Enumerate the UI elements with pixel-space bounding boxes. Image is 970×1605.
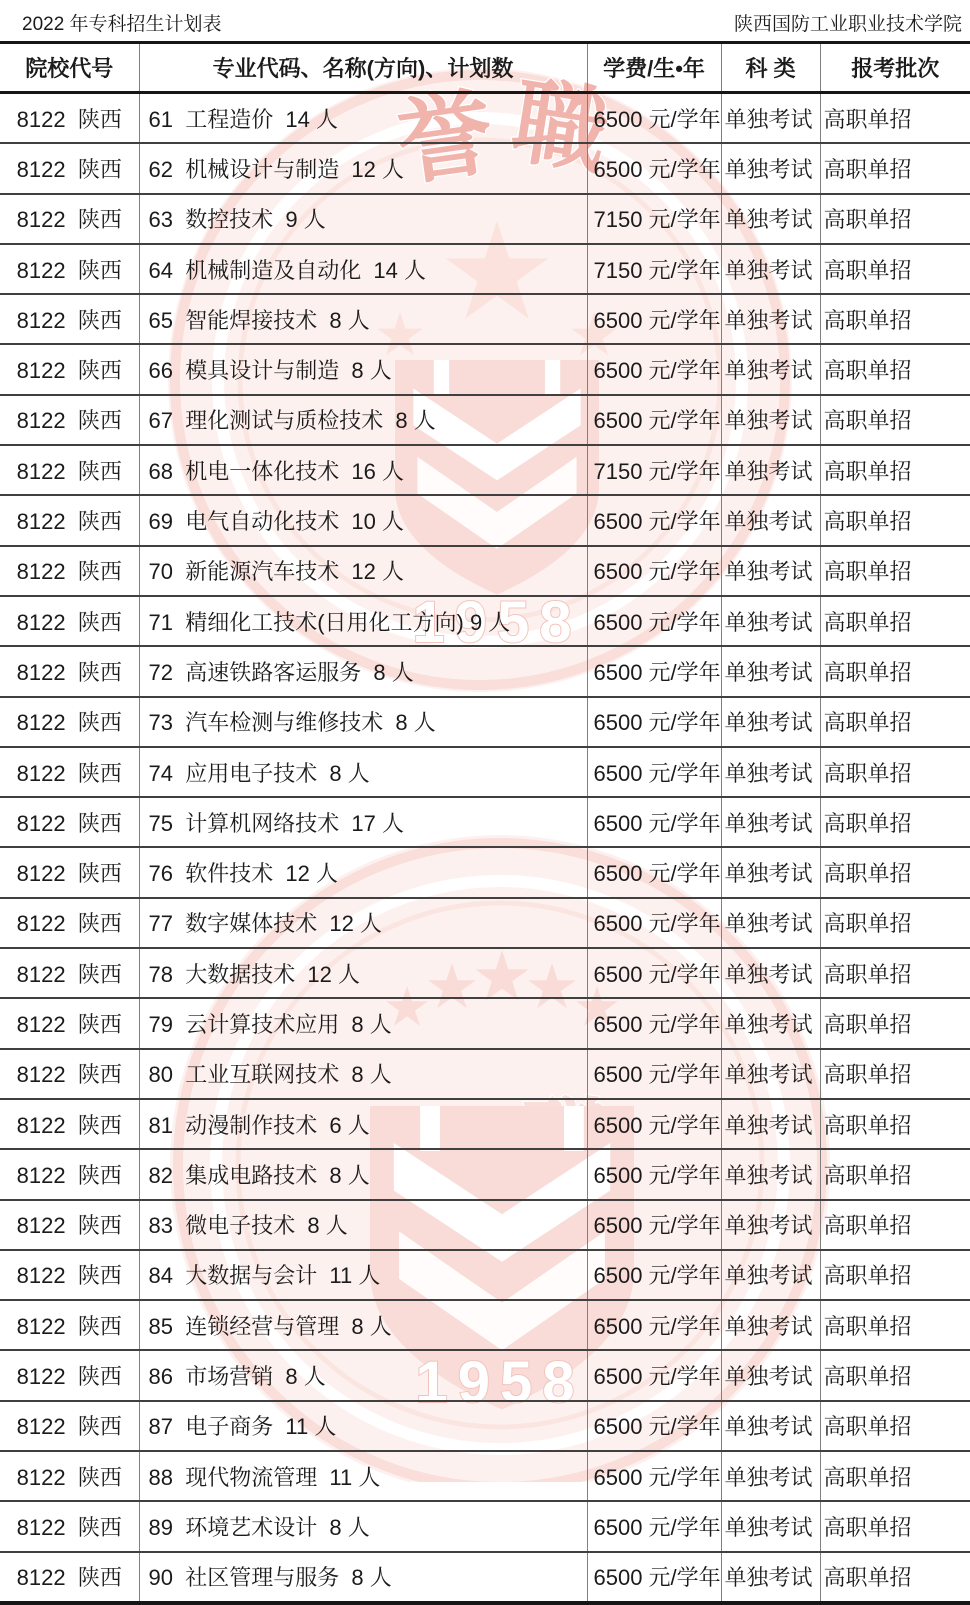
subject-category-cell: 单独考试: [721, 395, 820, 445]
table-row: [0, 747, 970, 797]
college-code-cell: 8122 陕西: [0, 1099, 139, 1149]
table-row: [0, 646, 970, 696]
tuition-cell: 6500 元/学年: [587, 1501, 721, 1551]
college-code-cell: 8122 陕西: [0, 847, 139, 897]
subject-category-cell: 单独考试: [721, 697, 820, 747]
subject-category-cell: 单独考试: [721, 1149, 820, 1199]
batch-cell: 高职单招: [820, 697, 970, 747]
table-row: [0, 1149, 970, 1199]
table-body: [0, 93, 970, 1603]
tuition-cell: 6500 元/学年: [587, 143, 721, 193]
table-row: [0, 344, 970, 394]
major-cell: 75 计算机网络技术 17 人: [139, 797, 587, 847]
table-row: [0, 93, 970, 144]
tuition-cell: 6500 元/学年: [587, 1200, 721, 1250]
batch-cell: 高职单招: [820, 1501, 970, 1551]
table-row: [0, 194, 970, 244]
college-code-cell: 8122 陕西: [0, 797, 139, 847]
subject-category-cell: 单独考试: [721, 797, 820, 847]
tuition-cell: 6500 元/学年: [587, 294, 721, 344]
table-row: [0, 143, 970, 193]
batch-cell: 高职单招: [820, 1451, 970, 1501]
tuition-cell: 6500 元/学年: [587, 596, 721, 646]
major-cell: 77 数字媒体技术 12 人: [139, 898, 587, 948]
college-code-cell: 8122 陕西: [16, 106, 122, 132]
college-code-cell: 8122 陕西: [0, 596, 139, 646]
batch-cell: 高职单招: [820, 1300, 970, 1350]
subject-category-cell: 单独考试: [721, 898, 820, 948]
college-code-cell: 8122 陕西: [0, 1200, 139, 1250]
tuition-cell: 6500 元/学年: [587, 646, 721, 696]
tuition-cell: 6500 元/学年: [587, 1350, 721, 1400]
batch-cell: 高职单招: [820, 797, 970, 847]
subject-category-cell: 单独考试: [721, 948, 820, 998]
batch-cell: 高职单招: [820, 546, 970, 596]
header-batch: 报考批次: [820, 43, 970, 93]
batch-cell: 高职单招: [820, 898, 970, 948]
batch-cell: 高职单招: [820, 646, 970, 696]
table-row: [0, 847, 970, 897]
major-cell: 78 大数据技术 12 人: [139, 948, 587, 998]
batch-cell: 高职单招: [820, 1250, 970, 1300]
college-code-cell: 8122 陕西: [0, 1401, 139, 1451]
tuition-cell: 6500 元/学年: [587, 797, 721, 847]
major-cell: 84 大数据与会计 11 人: [139, 1250, 587, 1300]
major-cell: 65 智能焊接技术 8 人: [139, 294, 587, 344]
tuition-cell: 6500 元/学年: [587, 948, 721, 998]
college-code-cell: 8122 陕西: [0, 1149, 139, 1199]
tuition-cell: 7150 元/学年: [587, 194, 721, 244]
college-code-cell: 8122 陕西: [0, 1250, 139, 1300]
college-code-cell: 8122 陕西: [0, 244, 139, 294]
header-row: [0, 43, 970, 93]
title-bar: [0, 0, 970, 41]
college-code-cell: 8122 陕西: [0, 143, 139, 193]
major-cell: 68 机电一体化技术 16 人: [139, 445, 587, 495]
batch-cell: 高职单招: [820, 747, 970, 797]
table-row: [0, 1250, 970, 1300]
table-row: [0, 898, 970, 948]
subject-category-cell: 单独考试: [721, 294, 820, 344]
batch-cell: 高职单招: [820, 998, 970, 1048]
tuition-cell: 6500 元/学年: [587, 93, 721, 144]
college-code-cell: 8122 陕西: [0, 495, 139, 545]
table-row: [0, 546, 970, 596]
batch-cell: 高职单招: [820, 495, 970, 545]
major-cell: 82 集成电路技术 8 人: [139, 1149, 587, 1199]
tuition-cell: 6500 元/学年: [587, 395, 721, 445]
report-title: 2022 年专科招生计划表: [22, 14, 222, 35]
tuition-cell: 6500 元/学年: [587, 898, 721, 948]
major-cell: 83 微电子技术 8 人: [139, 1200, 587, 1250]
major-cell: 64 机械制造及自动化 14 人: [139, 244, 587, 294]
subject-category-cell: 单独考试: [721, 495, 820, 545]
college-code-cell: 8122 陕西: [0, 1300, 139, 1350]
major-cell: 80 工业互联网技术 8 人: [139, 1049, 587, 1099]
table-row: [0, 1200, 970, 1250]
batch-cell: 高职单招: [820, 93, 970, 144]
tuition-cell: 7150 元/学年: [587, 445, 721, 495]
college-code-cell: 8122 陕西: [0, 998, 139, 1048]
college-code-cell: 8122 陕西: [0, 344, 139, 394]
table-row: [0, 797, 970, 847]
school-name: 陕西国防工业职业技术学院: [733, 14, 962, 35]
major-cell: 71 精细化工技术(日用化工方向) 9 人: [139, 596, 587, 646]
subject-category-cell: 单独考试: [721, 1300, 820, 1350]
tuition-cell: 6500 元/学年: [587, 1300, 721, 1350]
college-code-cell: 8122 陕西: [0, 294, 139, 344]
table-row: [0, 1401, 970, 1451]
batch-cell: 高职单招: [820, 294, 970, 344]
subject-category-cell: 单独考试: [721, 1099, 820, 1149]
major-cell: 62 机械设计与制造 12 人: [139, 143, 587, 193]
table-row: [0, 1099, 970, 1149]
major-cell: 66 模具设计与制造 8 人: [139, 344, 587, 394]
table-row: [0, 1350, 970, 1400]
subject-category-cell: 单独考试: [721, 546, 820, 596]
tuition-cell: 6500 元/学年: [587, 1099, 721, 1149]
major-cell: 87 电子商务 11 人: [139, 1401, 587, 1451]
college-code-cell: 8122 陕西: [0, 1501, 139, 1551]
subject-category-cell: 单独考试: [721, 1350, 820, 1400]
tuition-cell: 6500 元/学年: [587, 1552, 721, 1603]
college-code-cell: 8122 陕西: [0, 546, 139, 596]
major-cell: 85 连锁经营与管理 8 人: [139, 1300, 587, 1350]
table-row: [0, 1451, 970, 1501]
subject-category-cell: 单独考试: [721, 93, 820, 144]
subject-category-cell: 单独考试: [721, 596, 820, 646]
college-code-cell: 8122 陕西: [0, 697, 139, 747]
tuition-cell: 7150 元/学年: [587, 244, 721, 294]
table-row: [0, 1049, 970, 1099]
subject-category-cell: 单独考试: [721, 1049, 820, 1099]
subject-category-cell: 单独考试: [721, 1250, 820, 1300]
college-code-cell: 8122 陕西: [0, 1049, 139, 1099]
subject-category-cell: 单独考试: [721, 1501, 820, 1551]
major-cell: 63 数控技术 9 人: [139, 194, 587, 244]
table-row: [0, 395, 970, 445]
batch-cell: 高职单招: [820, 596, 970, 646]
table-row: [0, 596, 970, 646]
batch-cell: 高职单招: [820, 1401, 970, 1451]
batch-cell: 高职单招: [820, 143, 970, 193]
batch-cell: 高职单招: [820, 194, 970, 244]
college-code-cell: 8122 陕西: [0, 646, 139, 696]
subject-category-cell: 单独考试: [721, 1451, 820, 1501]
batch-cell: 高职单招: [820, 1149, 970, 1199]
watermark-char-left: 誉: [391, 79, 500, 197]
tuition-cell: 6500 元/学年: [587, 1401, 721, 1451]
major-cell: 81 动漫制作技术 6 人: [139, 1099, 587, 1149]
tuition-cell: 6500 元/学年: [587, 847, 721, 897]
subject-category-cell: 单独考试: [721, 445, 820, 495]
subject-category-cell: 单独考试: [721, 998, 820, 1048]
batch-cell: 高职单招: [820, 344, 970, 394]
subject-category-cell: 单独考试: [721, 747, 820, 797]
table-row: [0, 495, 970, 545]
major-cell: 86 市场营销 8 人: [139, 1350, 587, 1400]
major-cell: 70 新能源汽车技术 12 人: [139, 546, 587, 596]
major-cell: 88 现代物流管理 11 人: [139, 1451, 587, 1501]
batch-cell: 高职单招: [820, 1099, 970, 1149]
watermark-char-right: 職: [505, 67, 616, 186]
table-row: [0, 1552, 970, 1603]
batch-cell: 高职单招: [820, 1552, 970, 1603]
table-row: [0, 697, 970, 747]
subject-category-cell: 单独考试: [721, 1401, 820, 1451]
tuition-cell: 6500 元/学年: [587, 344, 721, 394]
header-subject-category: 科 类: [721, 43, 820, 93]
header-college-code: 院校代号: [0, 43, 139, 93]
tuition-cell: 6500 元/学年: [587, 697, 721, 747]
subject-category-cell: 单独考试: [721, 646, 820, 696]
tuition-cell: 6500 元/学年: [587, 1250, 721, 1300]
tuition-cell: 6500 元/学年: [587, 998, 721, 1048]
table-row: [0, 244, 970, 294]
header-tuition: 学费/生•年: [587, 43, 721, 93]
table-row: [0, 294, 970, 344]
tuition-cell: 6500 元/学年: [587, 495, 721, 545]
college-code-cell: 8122 陕西: [0, 1350, 139, 1400]
major-cell: 89 环境艺术设计 8 人: [139, 1501, 587, 1551]
header-major-info: 专业代码、名称(方向)、计划数: [139, 43, 587, 93]
major-cell: 73 汽车检测与维修技术 8 人: [139, 697, 587, 747]
batch-cell: 高职单招: [820, 395, 970, 445]
major-cell: 79 云计算技术应用 8 人: [139, 998, 587, 1048]
major-cell: 69 电气自动化技术 10 人: [139, 495, 587, 545]
major-cell: 74 应用电子技术 8 人: [139, 747, 587, 797]
table-row: [0, 948, 970, 998]
subject-category-cell: 单独考试: [721, 244, 820, 294]
batch-cell: 高职单招: [820, 1200, 970, 1250]
college-code-cell: 8122 陕西: [0, 395, 139, 445]
table-row: [0, 445, 970, 495]
subject-category-cell: 单独考试: [721, 847, 820, 897]
college-code-cell: 8122 陕西: [0, 1451, 139, 1501]
admission-plan-table: [0, 41, 970, 1605]
subject-category-cell: 单独考试: [721, 194, 820, 244]
subject-category-cell: 单独考试: [721, 344, 820, 394]
watermark-year-bottom: 1958: [415, 1350, 585, 1415]
tuition-cell: 6500 元/学年: [587, 747, 721, 797]
subject-category-cell: 单独考试: [721, 1200, 820, 1250]
college-code-cell: 8122 陕西: [0, 1552, 139, 1603]
batch-cell: 高职单招: [820, 847, 970, 897]
tuition-cell: 6500 元/学年: [587, 1149, 721, 1199]
batch-cell: 高职单招: [820, 244, 970, 294]
table-row: [0, 1501, 970, 1551]
major-cell: 90 社区管理与服务 8 人: [139, 1552, 587, 1603]
batch-cell: 高职单招: [820, 948, 970, 998]
batch-cell: 高职单招: [820, 1350, 970, 1400]
major-cell: 76 软件技术 12 人: [139, 847, 587, 897]
batch-cell: 高职单招: [820, 1049, 970, 1099]
major-cell: 72 高速铁路客运服务 8 人: [139, 646, 587, 696]
major-cell: 61 工程造价 14 人: [139, 93, 587, 144]
table-row: [0, 998, 970, 1048]
tuition-cell: 6500 元/学年: [587, 1049, 721, 1099]
college-code-cell: 8122 陕西: [0, 445, 139, 495]
college-code-cell: 8122 陕西: [0, 747, 139, 797]
college-code-cell: 8122 陕西: [0, 948, 139, 998]
subject-category-cell: 单独考试: [721, 1552, 820, 1603]
subject-category-cell: 单独考试: [721, 143, 820, 193]
watermark-year-top: 1958: [412, 590, 582, 655]
table-row: [0, 1300, 970, 1350]
major-cell: 67 理化测试与质检技术 8 人: [139, 395, 587, 445]
college-code-cell: 8122 陕西: [0, 194, 139, 244]
batch-cell: 高职单招: [820, 445, 970, 495]
tuition-cell: 6500 元/学年: [587, 1451, 721, 1501]
tuition-cell: 6500 元/学年: [587, 546, 721, 596]
college-code-cell: 8122 陕西: [0, 898, 139, 948]
